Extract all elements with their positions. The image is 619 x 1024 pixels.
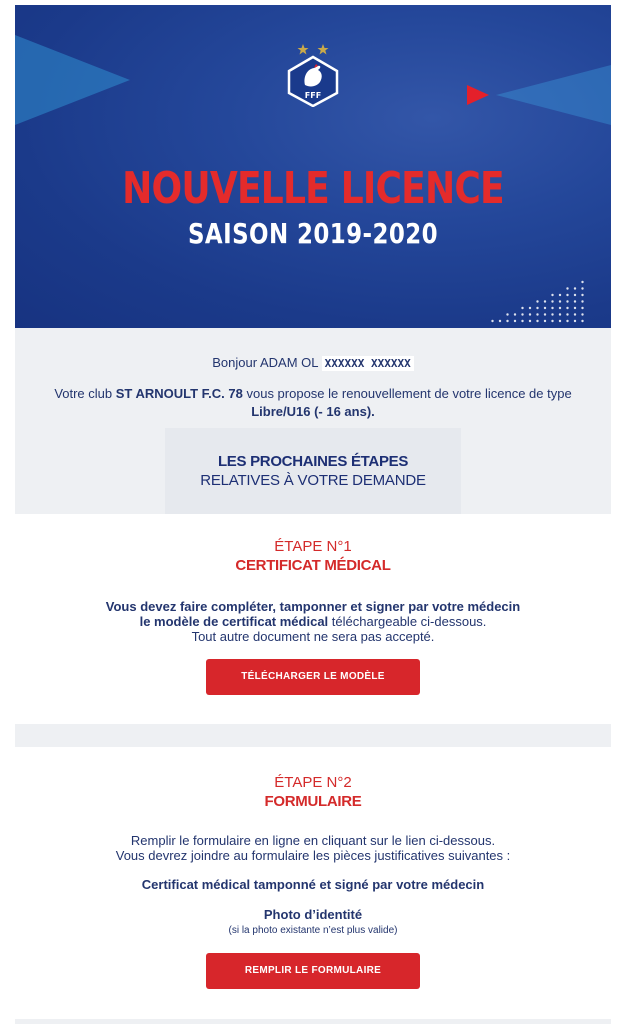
instruction-line: Remplir le formulaire en ligne en cliquant sur le lien ci-dessous.: [130, 833, 496, 848]
section-separator: [15, 724, 611, 747]
steps-subheading: RELATIVES À VOTRE DEMANDE: [200, 472, 426, 489]
steps-heading-box: [165, 428, 461, 514]
required-doc-1: Certificat médical tamponné et signé par votre médecin: [141, 877, 485, 892]
red-arrow-icon: [467, 85, 489, 105]
decorative-triangle-right: [496, 65, 611, 125]
fill-form-button[interactable]: REMPLIR LE FORMULAIRE: [206, 953, 420, 989]
intro-section: [15, 328, 611, 514]
instruction-line: Vous devrez joindre au formulaire les pièces justificatives suivantes :: [115, 848, 511, 863]
licence-type: Libre/U16 (- 16 ans).: [251, 404, 375, 419]
step-1-name: CERTIFICAT MÉDICAL: [235, 557, 391, 574]
header-banner: [15, 5, 611, 328]
instruction-line: le modèle de certificat médical: [139, 614, 329, 629]
svg-text:FFF: FFF: [304, 91, 322, 100]
step-2-label: ÉTAPE N°2: [274, 774, 352, 791]
message-text: vous propose le renouvellement de votre licence de type: [242, 386, 572, 401]
masked-name: XXXXXX XXXXXX: [322, 356, 414, 371]
step-2-section: [15, 747, 611, 1017]
fff-logo-icon: [285, 41, 341, 107]
step-2-instructions: [35, 833, 591, 863]
renewal-message: [45, 385, 581, 421]
email-body: [15, 5, 611, 1017]
step-1-label: ÉTAPE N°1: [274, 538, 352, 555]
instruction-line: téléchargeable ci-dessous.: [328, 614, 487, 629]
greeting: [15, 355, 611, 370]
message-text: Votre club: [54, 386, 116, 401]
club-name: ST ARNOULT F.C. 78: [115, 386, 243, 401]
required-doc-2-note: (si la photo existante n’est plus valide): [228, 925, 398, 936]
decorative-dots: [481, 278, 591, 326]
required-doc-2: Photo d’identité: [263, 907, 363, 922]
season-subtitle: SAISON 2019-2020: [187, 217, 438, 250]
download-template-button[interactable]: TÉLÉCHARGER LE MODÈLE: [206, 659, 420, 695]
section-separator: [15, 1019, 611, 1024]
instruction-line: Tout autre document ne sera pas accepté.: [191, 629, 435, 644]
decorative-triangle-left: [15, 35, 130, 125]
instruction-line: Vous devez faire compléter, tamponner et signer par votre médecin: [105, 599, 521, 614]
step-1-instructions: [35, 599, 591, 644]
page-title: NOUVELLE LICENCE: [122, 163, 504, 214]
steps-heading: LES PROCHAINES ÉTAPES: [217, 453, 409, 470]
step-2-name: FORMULAIRE: [264, 793, 362, 810]
step-1-section: [15, 514, 611, 724]
greeting-text: Bonjour ADAM OL: [212, 355, 318, 370]
